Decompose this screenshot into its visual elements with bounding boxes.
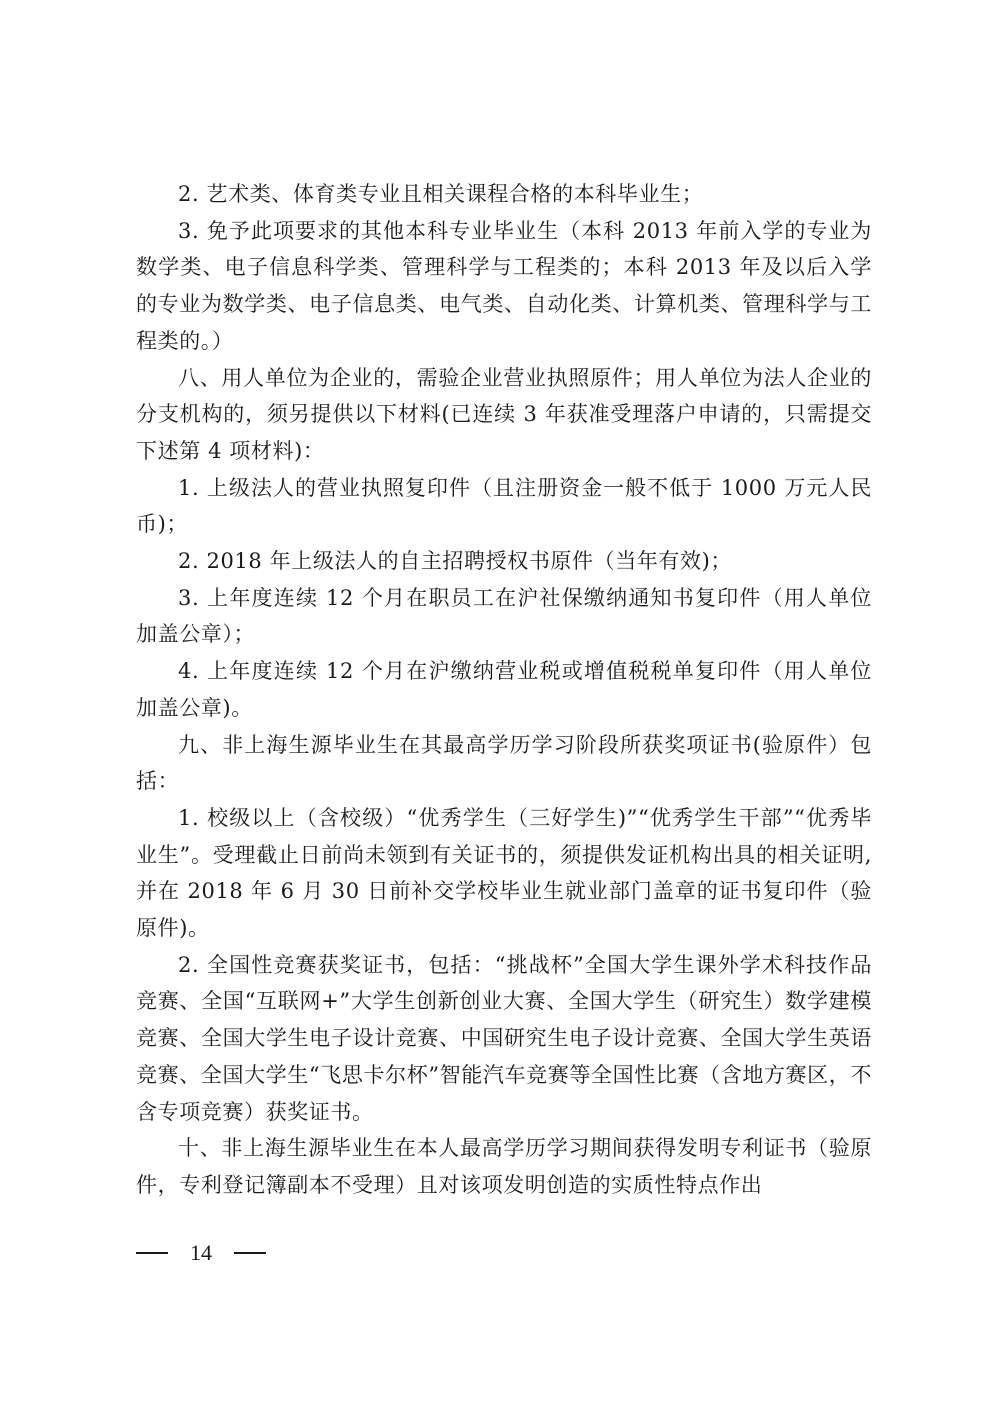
footer-dash-left	[136, 1252, 168, 1254]
paragraph-recruitment-authorization: 2. 2018 年上级法人的自主招聘授权书原件（当年有效)；	[178, 549, 733, 574]
page-footer	[136, 1240, 266, 1266]
paragraph-tax-receipt: 4. 上年度连续 12 个月在沪缴纳营业税或增值税税单复印件（用人单位加盖公章)。	[136, 659, 872, 720]
paragraph-school-awards: 1. 校级以上（含校级）“优秀学生（三好学生)”“优秀学生干部”“优秀毕业生”。受理截止日前尚未领到有关证书的，须提供发证机构出具的相关证明,并在 2018 年 6 月 30 日前补交学校毕业生就业部门盖章的证书复印件（验原件)。	[136, 805, 872, 941]
paragraph-section-nine: 九、非上海生源毕业生在其最高学历学习阶段所获奖项证书(验原件）包括：	[136, 732, 872, 794]
document-body	[136, 176, 872, 1204]
paragraph-other-majors-exemption: 3. 免予此项要求的其他本科专业毕业生（本科 2013 年前入学的专业为数学类、电子信息科学类、管理科学与工程类的；本科 2013 年及以后入学的专业为数学类、电子信息类、电气类、自动化类、计算机类、管理科学与工程类的。）	[136, 218, 872, 353]
paragraph-social-insurance-notice: 3. 上年度连续 12 个月在职员工在沪社保缴纳通知书复印件（用人单位加盖公章）；	[136, 585, 872, 647]
page-number: 14	[190, 1240, 212, 1265]
footer-dash-right	[234, 1252, 266, 1254]
paragraph-section-ten: 十、非上海生源毕业生在本人最高学历学习期间获得发明专利证书（验原件，专利登记簿副本不受理）且对该项发明创造的实质性特点作出	[136, 1136, 872, 1197]
paragraph-national-competitions: 2. 全国性竞赛获奖证书，包括：“挑战杯”全国大学生课外学术科技作品竞赛、全国“互联网+”大学生创新创业大赛、全国大学生（研究生）数学建模竞赛、全国大学生电子设计竞赛、中国研究生电子设计竞赛、全国大学生英语竞赛、全国大学生“飞思卡尔杯”智能汽车竞赛等全国性比赛（含地方赛区，不含专项竞赛）获奖证书。	[136, 952, 872, 1124]
paragraph-art-sports-graduates: 2. 艺术类、体育类专业且相关课程合格的本科毕业生；	[178, 182, 704, 206]
paragraph-section-eight: 八、用人单位为企业的，需验企业营业执照原件；用人单位为法人企业的分支机构的，须另提供以下材料(已连续 3 年获准受理落户申请的，只需提交下述第 4 项材料)：	[136, 365, 872, 463]
paragraph-business-license-copy: 1. 上级法人的营业执照复印件（且注册资金一般不低于 1000 万元人民币)；	[136, 475, 872, 537]
